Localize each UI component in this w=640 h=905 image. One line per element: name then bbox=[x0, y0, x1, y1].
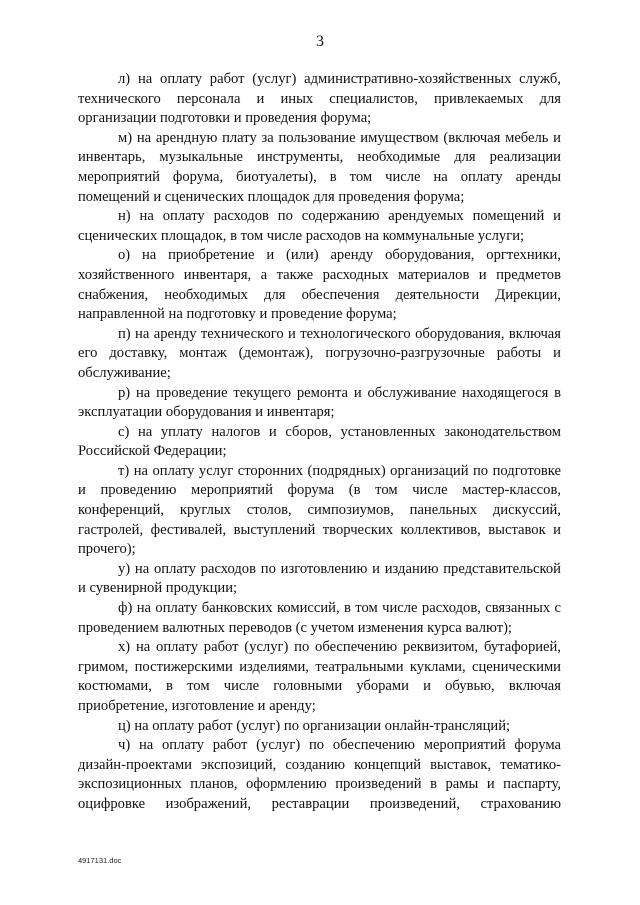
paragraph-ch: ч) на оплату работ (услуг) по обеспечению мероприятий форума дизайн-проектами экспозиций, созданию концепций выставок, тематико-экспозиционных планов, оформлению произведений в рамы и паспарту, оцифровке изображений, реставрации произведений, страхованию bbox=[78, 737, 561, 812]
paragraph-n: н) на оплату расходов по содержанию арендуемых помещений и сценических площадок, в том числе расходов на коммунальные услуги; bbox=[78, 208, 561, 244]
paragraph-r: р) на проведение текущего ремонта и обслуживание находящегося в эксплуатации оборудования и инвентаря; bbox=[78, 384, 561, 421]
paragraph-f: ф) на оплату банковских комиссий, в том числе расходов, связанных с проведением валютных переводов (с учетом изменения курса валют); bbox=[78, 600, 561, 636]
footer-filename: 4917131.doc bbox=[78, 856, 122, 865]
paragraph-t: т) на оплату услуг сторонних (подрядных) организаций по подготовке и проведению мероприятий форума (в том числе мастер-классов, конференций, круглых столов, симпозиумов, панельных дискуссий, гастролей, фестивалей, выступлений творческих коллективов, выставок и прочего); bbox=[78, 462, 561, 558]
paragraph-u: у) на оплату расходов по изготовлению и изданию представительской и сувенирной продукции; bbox=[78, 560, 561, 597]
paragraph-ts: ц) на оплату работ (услуг) по организации онлайн-трансляций; bbox=[118, 717, 511, 734]
page-number: 3 bbox=[316, 33, 324, 50]
paragraph-m: м) на арендную плату за пользование имуществом (включая мебель и инвентарь, музыкальные инструменты, необходимые для реализации мероприятий форума, биотуалеты), в том числе на оплату аренды помещений и сценических площадок для проведения форума; bbox=[78, 129, 561, 205]
paragraph-kh: х) на оплату работ (услуг) по обеспечению реквизитом, бутафорией, гримом, постижерскими изделиями, театральными куклами, сценическими костюмами, в том числе головными уборами и обувью, включая приобретение, изготовление и аренду; bbox=[78, 639, 561, 714]
document-body bbox=[78, 70, 561, 815]
paragraph-p: п) на аренду технического и технологического оборудования, включая его доставку, монтаж (демонтаж), погрузочно-разгрузочные работы и обслуживание; bbox=[78, 325, 561, 381]
paragraph-o: о) на приобретение и (или) аренду оборудования, оргтехники, хозяйственного инвентаря, а также расходных материалов и предметов снабжения, необходимых для обеспечения деятельности Дирекции, направленной на подготовку и проведение форума; bbox=[78, 247, 561, 323]
paragraph-s: с) на уплату налогов и сборов, установленных законодательством Российской Федерации; bbox=[78, 423, 561, 460]
paragraph-l: л) на оплату работ (услуг) административно-хозяйственных служб, технического персонала и иных специалистов, привлекаемых для организации подготовки и проведения форума; bbox=[78, 71, 561, 127]
